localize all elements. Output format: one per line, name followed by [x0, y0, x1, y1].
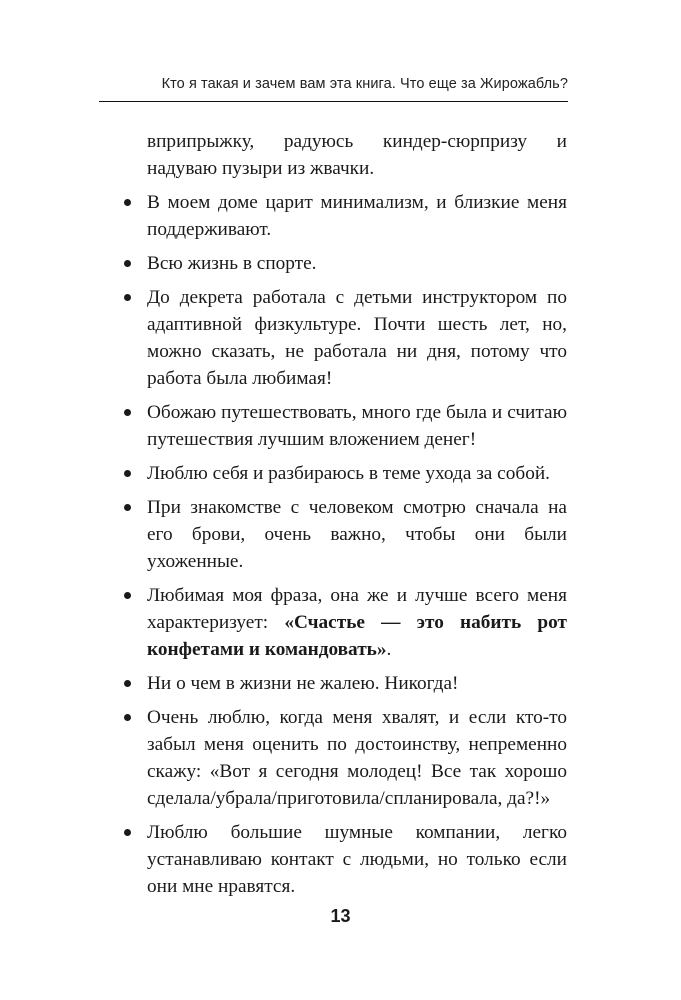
bullet-icon — [124, 504, 131, 511]
list-item-text: В моем доме царит минимализм, и близкие меня поддерживают. — [147, 192, 567, 240]
list-item — [120, 460, 567, 487]
list-item — [120, 189, 567, 243]
list-item — [120, 284, 567, 392]
list-item — [120, 670, 567, 697]
list-item-text: Ни о чем в жизни не жалею. Никогда! — [147, 673, 459, 694]
bullet-icon — [124, 260, 131, 267]
page-number: 13 — [330, 906, 351, 926]
list-item-text: До декрета работала с детьми инструктором по адаптивной физкультуре. Почти шесть лет, но, можно сказать, не работала ни дня, потому что работа была любимая! — [147, 287, 567, 389]
bullet-list — [120, 189, 567, 900]
continuation-paragraph: вприпрыжку, радуюсь киндер-сюрпризу и надуваю пузыри из жвачки. — [147, 131, 567, 179]
list-item — [120, 250, 567, 277]
page-body — [120, 128, 567, 900]
bullet-icon — [124, 592, 131, 599]
list-item-text: Очень люблю, когда меня хвалят, и если кто-то забыл меня оценить по достоинству, непременно скажу: «Вот я сегодня молодец! Все так хорошо сделала/убрала/приготовила/спланировала, да?!» — [147, 707, 567, 809]
list-item — [120, 819, 567, 900]
list-item-text: Люблю большие шумные компании, легко устанавливаю контакт с людьми, но только если они мне нравятся. — [147, 822, 567, 897]
list-item-text: Люблю себя и разбираюсь в теме ухода за собой. — [147, 463, 550, 484]
bullet-icon — [124, 199, 131, 206]
bullet-icon — [124, 470, 131, 477]
bullet-icon — [124, 829, 131, 836]
quote-end-text: . — [386, 639, 392, 660]
list-item — [120, 399, 567, 453]
list-item-text: При знакомстве с человеком смотрю сначала на его брови, очень важно, чтобы они были ухоженные. — [147, 497, 567, 572]
list-item — [120, 704, 567, 812]
bullet-icon — [124, 409, 131, 416]
header-rule — [99, 101, 568, 102]
bullet-icon — [124, 294, 131, 301]
quote-list-item — [120, 582, 567, 663]
list-item-text: Всю жизнь в спорте. — [147, 253, 317, 274]
quote-lead-text: Любимая моя фраза, она же и лучше всего меня характеризует: — [147, 585, 567, 633]
favorite-quote: «Счастье — это набить рот конфетами и командовать» — [147, 612, 567, 660]
bullet-icon — [124, 680, 131, 687]
list-item — [120, 494, 567, 575]
list-item-text: Обожаю путешествовать, много где была и считаю путешествия лучшим вложением денег! — [147, 402, 567, 450]
running-head: Кто я такая и зачем вам эта книга. Что еще за Жирожабль? — [161, 76, 568, 92]
quote-item-text — [147, 582, 567, 663]
bullet-icon — [124, 714, 131, 721]
